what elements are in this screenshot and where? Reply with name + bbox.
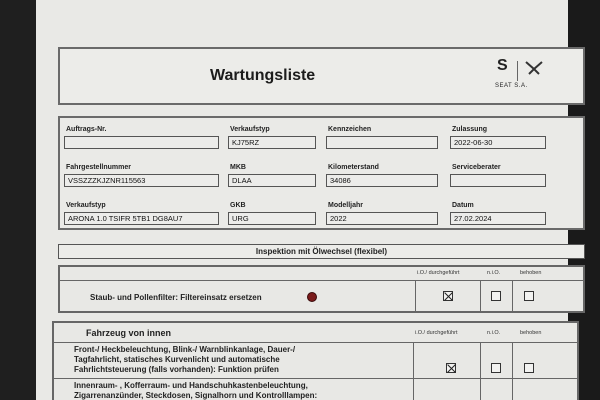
divider bbox=[54, 342, 577, 343]
auftrags-nr-label: Auftrags-Nr. bbox=[66, 126, 107, 133]
fahrgestellnummer-field[interactable]: VSSZZZKJZNR115563 bbox=[64, 174, 219, 187]
column-nio: n.i.O. bbox=[487, 270, 501, 276]
interior-line: Innenraum- , Kofferraum- und Handschuhkastenbeleuchtung, bbox=[74, 381, 308, 390]
verkaufstyp2-label: Verkaufstyp bbox=[66, 202, 106, 209]
kennzeichen-field[interactable] bbox=[326, 136, 438, 149]
column-io: i.O./ durchgeführt bbox=[415, 330, 458, 336]
behoben-checkbox[interactable] bbox=[524, 363, 534, 373]
interior-line: Zigarrenanzünder, Steckdosen, Signalhorn und Kontrolllampen: bbox=[74, 391, 318, 400]
verkaufstyp-label: Verkaufstyp bbox=[230, 126, 270, 133]
kennzeichen-label: Kennzeichen bbox=[328, 126, 372, 133]
vehicle-info-box bbox=[58, 116, 585, 230]
interior-line: Front-/ Heckbeleuchtung, Blink-/ Warnblinkanlage, Dauer-/ bbox=[74, 345, 296, 354]
filter-check-table bbox=[58, 265, 585, 313]
divider bbox=[415, 281, 416, 311]
modelljahr-label: Modelljahr bbox=[328, 202, 364, 209]
mkb-label: MKB bbox=[230, 164, 246, 171]
divider bbox=[512, 281, 513, 311]
cupra-logo-icon bbox=[525, 61, 543, 75]
nio-checkbox[interactable] bbox=[491, 291, 501, 301]
zulassung-label: Zulassung bbox=[452, 126, 488, 133]
serviceberater-label: Serviceberater bbox=[452, 164, 501, 171]
logo-caption: SEAT S.A. bbox=[495, 83, 528, 89]
nio-checkbox[interactable] bbox=[491, 363, 501, 373]
divider bbox=[480, 343, 481, 400]
seat-cupra-logo bbox=[483, 57, 553, 99]
column-header-row bbox=[60, 267, 583, 281]
zulassung-field[interactable]: 2022-06-30 bbox=[450, 136, 546, 149]
section-title: Fahrzeug von innen bbox=[86, 328, 172, 338]
column-behoben: behoben bbox=[520, 270, 542, 276]
warning-dot-icon bbox=[307, 292, 317, 302]
behoben-checkbox[interactable] bbox=[524, 291, 534, 301]
interior-line: Fahrlichtsteuerung (falls vorhanden): Funktion prüfen bbox=[74, 365, 279, 374]
column-io: i.O./ durchgeführt bbox=[417, 270, 460, 276]
gkb-field[interactable]: URG bbox=[228, 212, 316, 225]
table-row bbox=[60, 281, 583, 311]
divider bbox=[413, 343, 414, 400]
fahrgestellnummer-label: Fahrgestellnummer bbox=[66, 164, 131, 171]
filter-row-text: Staub- und Pollenfilter: Filtereinsatz ersetzen bbox=[90, 293, 262, 302]
auftrags-nr-field[interactable] bbox=[64, 136, 219, 149]
io-checkbox[interactable] bbox=[443, 291, 453, 301]
interior-section bbox=[52, 321, 579, 400]
logo-divider bbox=[517, 61, 518, 81]
datum-label: Datum bbox=[452, 202, 474, 209]
inspection-title: Inspektion mit Ölwechsel (flexibel) bbox=[58, 244, 585, 259]
divider bbox=[512, 343, 513, 400]
gkb-label: GKB bbox=[230, 202, 246, 209]
divider bbox=[54, 378, 577, 379]
kilometerstand-field[interactable]: 34086 bbox=[326, 174, 438, 187]
column-behoben: behoben bbox=[520, 330, 542, 336]
serviceberater-field[interactable] bbox=[450, 174, 546, 187]
interior-line: Tagfahrlicht, statisches Kurvenlicht und automatische bbox=[74, 355, 280, 364]
kilometerstand-label: Kilometerstand bbox=[328, 164, 379, 171]
mkb-field[interactable]: DLAA bbox=[228, 174, 316, 187]
document-title: Wartungsliste bbox=[210, 67, 316, 84]
io-checkbox[interactable] bbox=[446, 363, 456, 373]
verkaufstyp2-field[interactable]: ARONA 1.0 TSIFR 5TB1 DG8AU7 bbox=[64, 212, 219, 225]
datum-field[interactable]: 27.02.2024 bbox=[450, 212, 546, 225]
column-nio: n.i.O. bbox=[487, 330, 501, 336]
divider bbox=[480, 281, 481, 311]
header-box bbox=[58, 47, 585, 105]
seat-logo-icon: S bbox=[497, 57, 508, 74]
modelljahr-field[interactable]: 2022 bbox=[326, 212, 438, 225]
verkaufstyp-field[interactable]: KJ75RZ bbox=[228, 136, 316, 149]
